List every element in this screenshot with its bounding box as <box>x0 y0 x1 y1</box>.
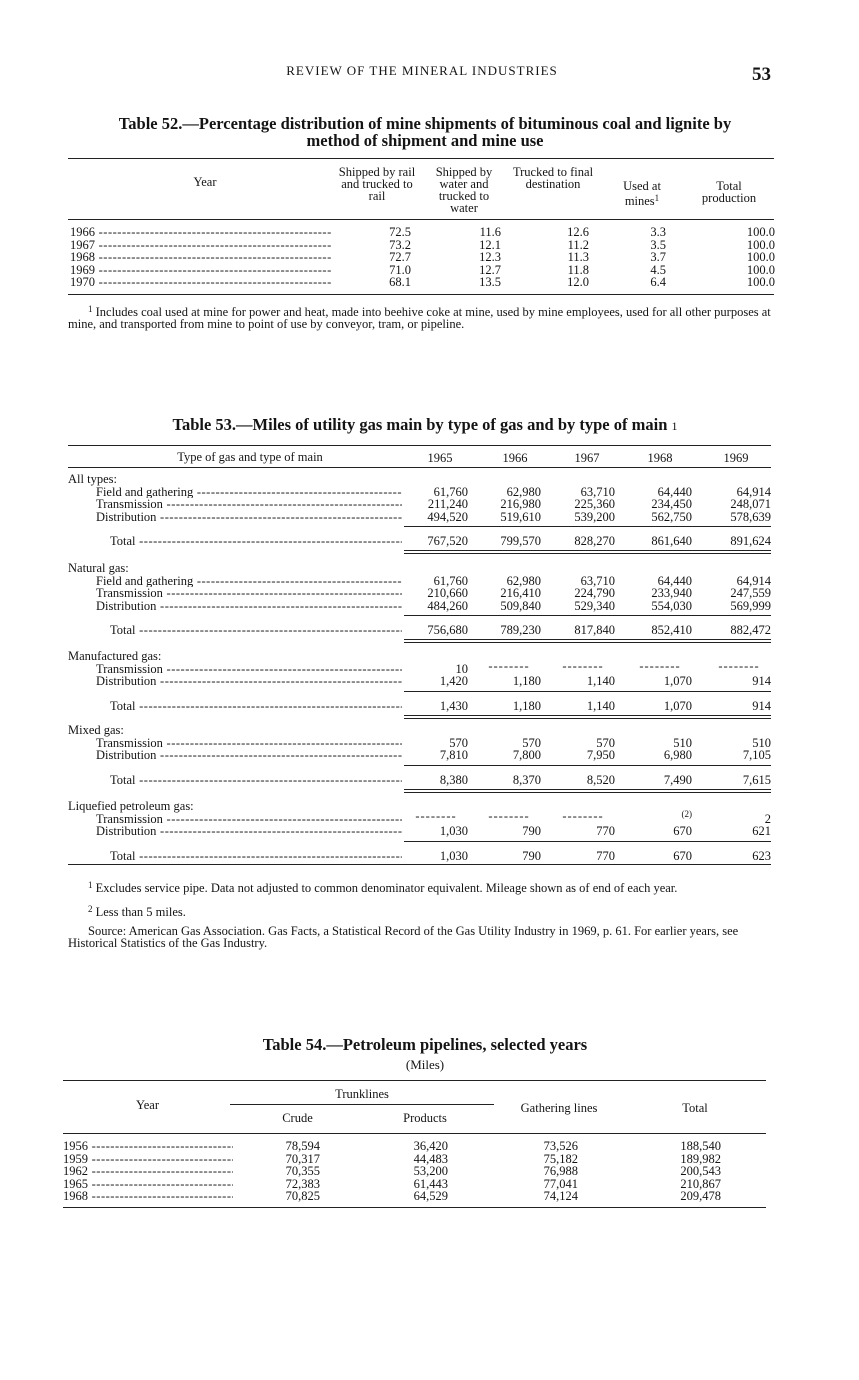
table-total-cell: 1,070 <box>663 698 692 713</box>
table-row-label: Transmission ----- <box>96 663 402 676</box>
table-cell: 73.2 <box>389 237 411 252</box>
table-cell-empty: -------- <box>639 658 681 673</box>
table-cell: 71.0 <box>389 262 411 277</box>
table-cell: 248,071 <box>730 497 771 512</box>
footnote-ref: (2) <box>681 808 692 819</box>
table-cell: 76,988 <box>543 1164 578 1179</box>
table-total-cell: 1,140 <box>586 698 615 713</box>
table-subtotal-rule <box>404 526 771 527</box>
table-cell: 225,360 <box>574 497 615 512</box>
table-cell: 670 <box>673 824 692 839</box>
table-cell: 53,200 <box>413 1164 448 1179</box>
table-cell: 12.6 <box>567 225 589 239</box>
table-cell: 539,200 <box>574 509 615 524</box>
table-cell-empty: -------- <box>488 808 530 823</box>
table-cell: 554,030 <box>651 598 692 613</box>
table-group-label: Natural gas: <box>68 561 129 575</box>
table-cell: 621 <box>752 824 771 839</box>
page-number: 53 <box>752 64 771 85</box>
table-cell: 510 <box>752 735 771 750</box>
table-total-cell: 828,270 <box>574 534 615 549</box>
table-cell: 72,383 <box>285 1176 320 1191</box>
table-cell: 63,710 <box>580 484 615 499</box>
table-cell: 570 <box>522 735 541 750</box>
table-cell: 1,070 <box>663 674 692 689</box>
table-group-label: Mixed gas: <box>68 723 124 737</box>
table-cell: 484,260 <box>427 598 468 613</box>
table-cell: 529,340 <box>574 598 615 613</box>
table-total-cell: 767,520 <box>427 534 468 549</box>
table-cell: 234,450 <box>651 497 692 512</box>
table-cell: 210,660 <box>427 586 468 601</box>
table-total-cell: 817,840 <box>574 623 615 638</box>
table-cell: 570 <box>449 735 468 750</box>
table-52-bottom-rule <box>68 294 774 295</box>
table-cell: 790 <box>522 824 541 839</box>
table-row-label: Distribution ----- <box>96 600 402 613</box>
table-cell: 3.5 <box>650 237 666 252</box>
table-cell: 44,483 <box>413 1151 448 1166</box>
table-cell: 75,182 <box>543 1151 578 1166</box>
table-cell: 64,914 <box>736 573 771 588</box>
table-cell: 72.5 <box>389 225 411 239</box>
table-cell: 72.7 <box>389 250 411 265</box>
table-54-col-products: Products <box>403 1111 447 1125</box>
table-group-label: All types: <box>68 472 117 486</box>
table-row-label: Transmission ----- <box>96 737 402 750</box>
table-54-col-year: Year <box>135 1098 160 1112</box>
table-cell: 3.7 <box>650 250 666 265</box>
table-total-cell: 8,520 <box>586 772 615 787</box>
table-cell: 914 <box>752 674 771 689</box>
table-cell: 64,440 <box>657 484 692 499</box>
table-total-cell: 623 <box>752 848 771 863</box>
table-52-col-total: Total production <box>701 179 757 205</box>
table-cell: 10 <box>455 661 468 676</box>
table-total-cell: 790 <box>522 848 541 863</box>
table-row-year: 1959 ----- <box>63 1153 233 1166</box>
table-row-year: 1970 ----- <box>70 276 332 289</box>
table-cell: 494,520 <box>427 509 468 524</box>
table-subtotal-rule <box>404 691 771 692</box>
table-row-year: 1967 ----- <box>70 239 332 252</box>
table-cell: 100.0 <box>746 225 775 239</box>
table-cell: 70,825 <box>285 1189 320 1204</box>
table-cell: 61,760 <box>433 484 468 499</box>
table-cell: 6,980 <box>663 748 692 763</box>
table-cell: 36,420 <box>413 1139 448 1153</box>
table-52-col-used-at-mines: Used at mines$^1$ <box>623 179 661 208</box>
table-cell: 12.3 <box>479 250 501 265</box>
table-total-cell: 1,430 <box>439 698 468 713</box>
table-cell: 63,710 <box>580 573 615 588</box>
table-cell: 210,867 <box>680 1176 721 1191</box>
table-total-cell: 7,490 <box>663 772 692 787</box>
table-cell: 200,543 <box>680 1164 721 1179</box>
table-cell: 61,443 <box>413 1176 448 1191</box>
table-total-cell: 7,615 <box>742 772 771 787</box>
table-54-col-trunklines: Trunklines <box>335 1087 389 1101</box>
table-row-label: Distribution ----- <box>96 511 402 524</box>
table-cell: 188,540 <box>680 1139 721 1153</box>
table-row-year: 1966 ----- <box>70 226 332 239</box>
table-cell-empty: -------- <box>718 658 760 673</box>
table-cell: 11.2 <box>567 237 589 252</box>
table-row-year: 1962 ----- <box>63 1165 233 1178</box>
table-total-cell: 852,410 <box>651 623 692 638</box>
table-cell: 233,940 <box>651 586 692 601</box>
table-52-title: Table 52.—Percentage distribution of mine shipments of bituminous coal and lignite by method of shipment and mine use <box>118 114 732 150</box>
table-53-col-1967: 1967 <box>574 451 600 465</box>
table-52-footnote: $^1$ Includes coal used at mine for power and heat, made into beehive coke at mine, used by mine employees, used for all other purposes at mine, and transported from mine to point of use by conveyor, tram, or pipeline. <box>68 304 771 331</box>
table-cell: 578,639 <box>730 509 771 524</box>
table-cell-footnote-ref <box>632 810 692 824</box>
table-cell: 61,760 <box>433 573 468 588</box>
table-53-col-1965: 1965 <box>427 451 453 465</box>
table-53-footnote-2: $^2$ Less than 5 miles. <box>88 904 186 919</box>
table-cell: 77,041 <box>543 1176 578 1191</box>
table-cell: 11.8 <box>567 262 589 277</box>
table-52-top-rule <box>68 158 774 159</box>
table-52-header-rule <box>68 219 774 220</box>
table-row-year: 1968 ----- <box>63 1190 233 1203</box>
table-row-label: Transmission ----- <box>96 813 402 826</box>
table-cell-empty: -------- <box>562 658 604 673</box>
table-cell-empty: -------- <box>488 658 530 673</box>
table-subtotal-rule <box>404 765 771 766</box>
table-total-cell: 914 <box>752 698 771 713</box>
table-row-label: Field and gathering ----- <box>96 575 402 588</box>
table-cell: 6.4 <box>650 275 666 290</box>
table-cell: 562,750 <box>651 509 692 524</box>
table-cell: 100.0 <box>746 237 775 252</box>
table-row-year: 1956 ----- <box>63 1140 233 1153</box>
table-54-col-gathering: Gathering lines <box>520 1101 598 1115</box>
table-cell: 2 <box>764 811 771 826</box>
table-cell: 100.0 <box>746 250 775 265</box>
table-cell: 224,790 <box>574 586 615 601</box>
table-subtotal-rule <box>404 615 771 616</box>
table-row-year: 1969 ----- <box>70 264 332 277</box>
table-total-label: Total ----- <box>110 700 402 713</box>
table-group-label: Manufactured gas: <box>68 649 162 663</box>
table-54-col-crude: Crude <box>282 1111 313 1125</box>
table-cell: 189,982 <box>680 1151 721 1166</box>
table-cell: 7,810 <box>439 748 468 763</box>
table-cell: 73,526 <box>543 1139 578 1153</box>
table-cell: 64,914 <box>736 484 771 499</box>
table-cell: 12.1 <box>479 237 501 252</box>
table-total-cell: 799,570 <box>500 534 541 549</box>
table-cell: 78,594 <box>285 1139 320 1153</box>
table-total-cell: 8,380 <box>439 772 468 787</box>
table-cell: 1,420 <box>439 674 468 689</box>
table-total-cell: 882,472 <box>730 623 771 638</box>
table-total-label: Total ----- <box>110 535 402 548</box>
table-total-label: Total ----- <box>110 624 402 637</box>
table-cell: 100.0 <box>746 275 775 290</box>
table-row-label: Distribution ----- <box>96 675 402 688</box>
table-total-label: Total ----- <box>110 774 402 787</box>
table-cell: 12.7 <box>479 262 501 277</box>
table-53-title: Table 53.—Miles of utility gas main by type of gas and by type of main 1 <box>172 415 678 434</box>
table-cell: 1,030 <box>439 824 468 839</box>
table-total-cell: 861,640 <box>651 534 692 549</box>
table-cell: 4.5 <box>650 262 666 277</box>
table-double-rule <box>404 550 771 554</box>
table-54-col-total: Total <box>682 1101 708 1115</box>
running-head: REVIEW OF THE MINERAL INDUSTRIES <box>286 63 558 78</box>
table-total-cell: 1,180 <box>512 698 541 713</box>
table-cell: 64,529 <box>413 1189 448 1204</box>
table-52-col-rail: Shipped by rail and trucked to rail <box>338 165 416 203</box>
table-cell: 70,355 <box>285 1164 320 1179</box>
table-double-rule <box>404 789 771 793</box>
table-cell: 1,180 <box>512 674 541 689</box>
table-54-subtitle: (Miles) <box>405 1057 445 1072</box>
table-cell: 62,980 <box>506 484 541 499</box>
table-53-col-1969: 1969 <box>723 451 749 465</box>
table-total-cell: 891,624 <box>730 534 771 549</box>
table-cell: 12.0 <box>567 275 589 290</box>
table-54-top-rule <box>63 1080 766 1081</box>
table-cell: 1,140 <box>586 674 615 689</box>
table-row-year: 1968 ----- <box>70 251 332 264</box>
table-total-cell: 789,230 <box>500 623 541 638</box>
table-53-bottom-rule <box>68 864 771 865</box>
table-cell-empty: -------- <box>562 808 604 823</box>
table-cell: 11.3 <box>567 250 589 265</box>
table-53-header-rule <box>68 467 771 468</box>
table-52-col-water: Shipped by water and trucked to water <box>435 165 493 215</box>
table-53-source: Source: American Gas Association. Gas Facts, a Statistical Record of the Gas Utility Industry in 1969, p. 61. For earlier years, see Historical Statistics of the Gas Industry. <box>68 924 739 950</box>
table-total-cell: 1,030 <box>439 848 468 863</box>
table-cell: 519,610 <box>500 509 541 524</box>
table-cell: 570 <box>596 735 615 750</box>
table-cell: 68.1 <box>389 275 411 290</box>
table-cell: 216,980 <box>500 497 541 512</box>
table-row-label: Distribution ----- <box>96 749 402 762</box>
table-53-footnote-1: $^1$ Excludes service pipe. Data not adjusted to common denominator equivalent. Mileage shown as of end of each year. <box>88 880 678 895</box>
table-total-label: Total ----- <box>110 850 402 863</box>
table-cell: 13.5 <box>479 275 501 290</box>
table-53-top-rule <box>68 445 771 446</box>
table-52-col-year: Year <box>193 175 217 189</box>
table-cell: 569,999 <box>730 598 771 613</box>
table-cell: 7,800 <box>512 748 541 763</box>
table-cell: 3.3 <box>650 225 666 239</box>
table-cell: 62,980 <box>506 573 541 588</box>
table-cell: 247,559 <box>730 586 771 601</box>
table-total-cell: 770 <box>596 848 615 863</box>
table-row-label: Transmission ----- <box>96 498 402 511</box>
table-row-year: 1965 ----- <box>63 1178 233 1191</box>
table-54-bottom-rule <box>63 1207 766 1208</box>
table-52-col-trucked: Trucked to final destination <box>512 165 594 191</box>
table-cell: 11.6 <box>479 225 501 239</box>
table-row-label: Transmission ----- <box>96 587 402 600</box>
table-54-trunklines-rule <box>230 1104 494 1105</box>
table-53-col-1968: 1968 <box>647 451 673 465</box>
table-row-label: Distribution ----- <box>96 825 402 838</box>
table-cell: 510 <box>673 735 692 750</box>
table-cell: 209,478 <box>680 1189 721 1204</box>
table-cell: 64,440 <box>657 573 692 588</box>
table-cell: 7,105 <box>742 748 771 763</box>
table-53-col-type: Type of gas and type of main <box>177 450 323 464</box>
table-double-rule <box>404 715 771 719</box>
table-cell: 211,240 <box>427 497 468 512</box>
table-subtotal-rule <box>404 841 771 842</box>
table-cell: 7,950 <box>586 748 615 763</box>
table-row-label: Field and gathering ----- <box>96 486 402 499</box>
table-54-title: Table 54.—Petroleum pipelines, selected years <box>262 1035 588 1054</box>
table-cell: 770 <box>596 824 615 839</box>
table-53-col-1966: 1966 <box>502 451 528 465</box>
table-54-header-rule <box>63 1133 766 1134</box>
table-total-cell: 670 <box>673 848 692 863</box>
table-total-cell: 8,370 <box>512 772 541 787</box>
table-total-cell: 756,680 <box>427 623 468 638</box>
table-double-rule <box>404 639 771 643</box>
table-cell-empty: -------- <box>415 808 457 823</box>
table-cell: 216,410 <box>500 586 541 601</box>
table-cell: 100.0 <box>746 262 775 277</box>
table-cell: 74,124 <box>543 1189 578 1204</box>
table-group-label: Liquefied petroleum gas: <box>68 799 194 813</box>
table-cell: 509,840 <box>500 598 541 613</box>
table-cell: 70,317 <box>285 1151 320 1166</box>
